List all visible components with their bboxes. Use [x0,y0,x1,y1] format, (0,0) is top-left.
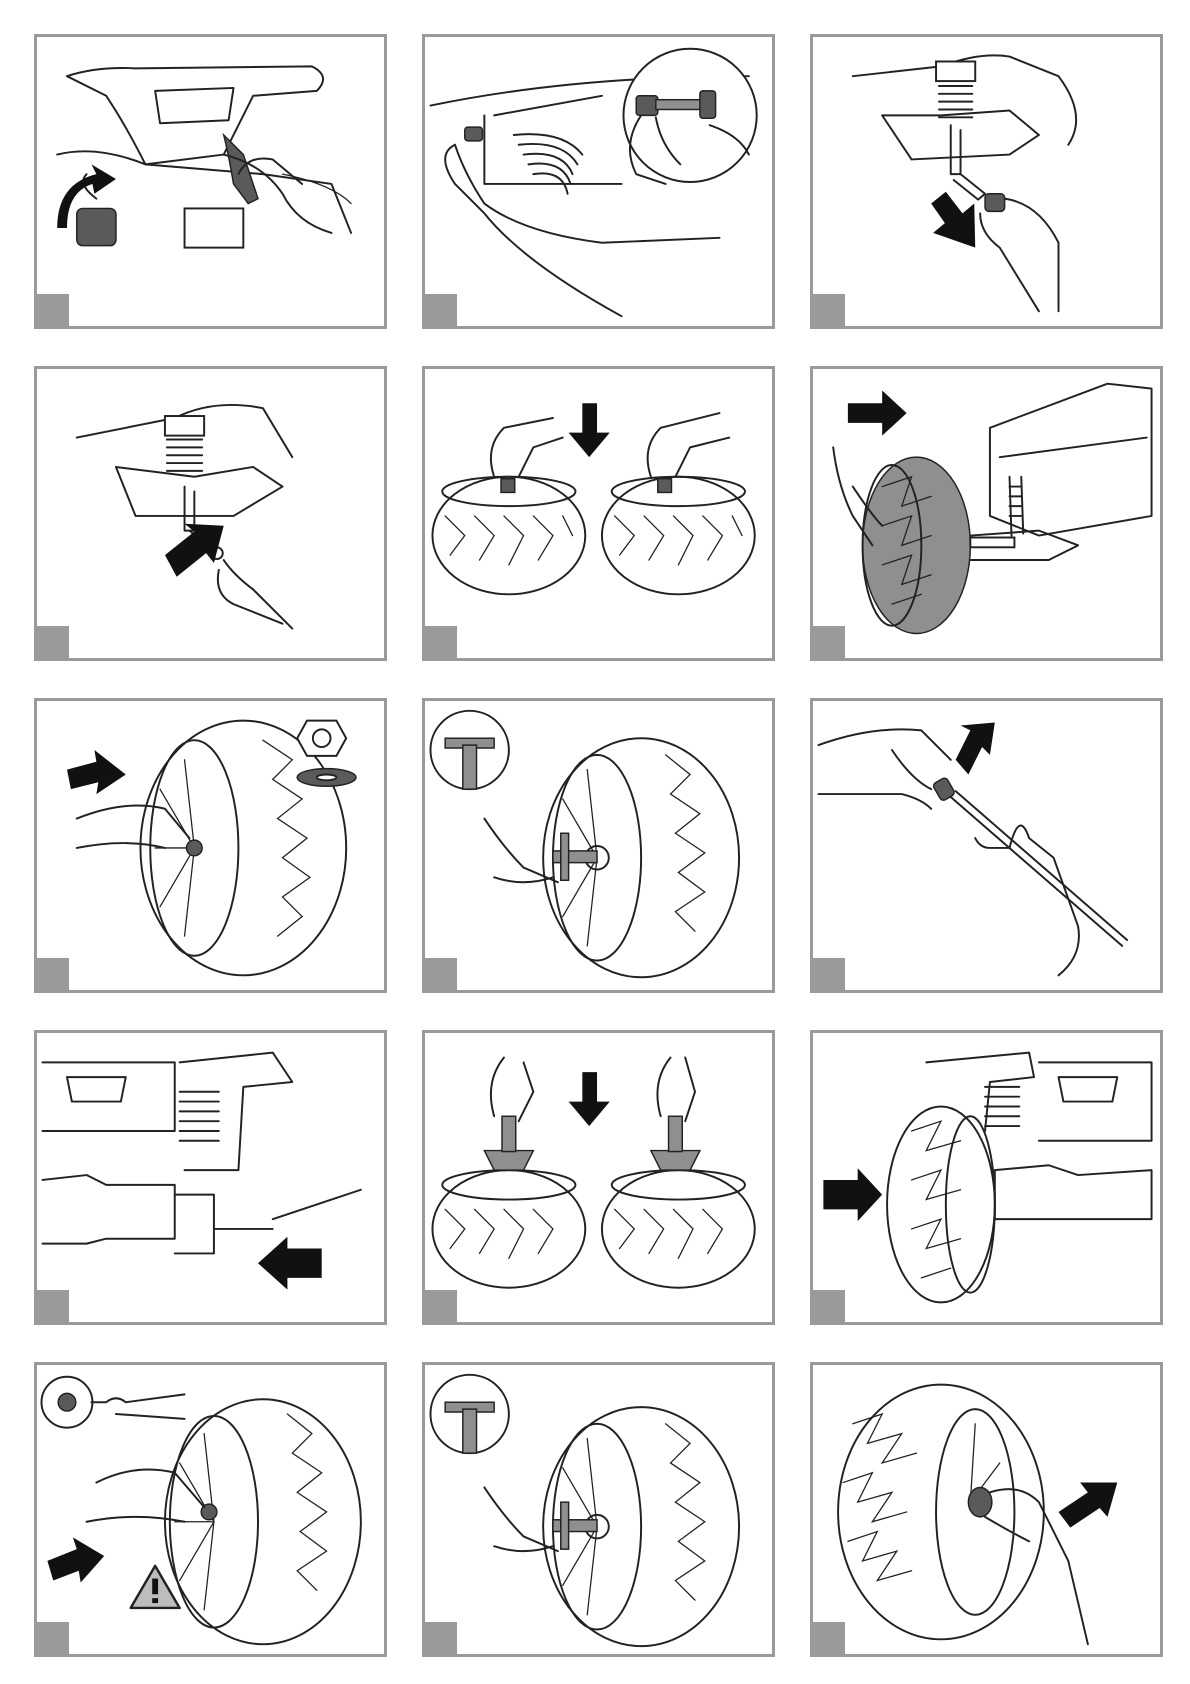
step-number-tab [425,626,457,658]
panel-1 [34,34,387,329]
step-number-tab [813,958,845,990]
step-number-tab [813,1622,845,1654]
instruction-grid [34,34,1163,1657]
step-number-tab [425,1290,457,1322]
panel-14 [422,1362,775,1657]
washer-nut-illustration [37,701,384,990]
panel-7 [34,698,387,993]
rear-washer-nut-illustration [37,1365,384,1654]
panel-13 [34,1362,387,1657]
panel-5 [422,366,775,661]
panel-10 [34,1030,387,1325]
tool-tighten-illustration [425,701,772,990]
rear-hub-insert-illustration [425,1033,772,1322]
rod-cap-illustration [813,701,1160,990]
step-number-tab [425,1622,457,1654]
panel-2 [422,34,775,329]
wheel-mount-illustration [813,369,1160,658]
step-number-tab [37,1290,69,1322]
pin-removal-illustration [425,37,772,326]
panel-6 [810,366,1163,661]
panel-8 [422,698,775,993]
step-number-tab [813,626,845,658]
tire-right [602,477,755,595]
hub-insert-illustration [425,369,772,658]
panel-12 [810,1030,1163,1325]
warning-icon [131,1566,180,1608]
rear-axle-illustration [37,1033,384,1322]
step-number-tab [37,294,69,326]
panel-15 [810,1362,1163,1657]
pin-pull-illustration [813,37,1160,326]
seat-lift-illustration [37,37,384,326]
panel-4 [34,366,387,661]
step-number-tab [813,1290,845,1322]
tire-left [432,477,585,595]
panel-11 [422,1030,775,1325]
panel-3 [810,34,1163,329]
step-number-tab [813,294,845,326]
hub-cap-illustration [813,1365,1160,1654]
axle-rod-insert-illustration [37,369,384,658]
step-number-tab [37,1622,69,1654]
step-number-tab [425,294,457,326]
panel-9 [810,698,1163,993]
step-number-tab [425,958,457,990]
rear-wheel-mount-illustration [813,1033,1160,1322]
step-number-tab [37,958,69,990]
step-number-tab [37,626,69,658]
rear-tool-tighten-illustration [425,1365,772,1654]
